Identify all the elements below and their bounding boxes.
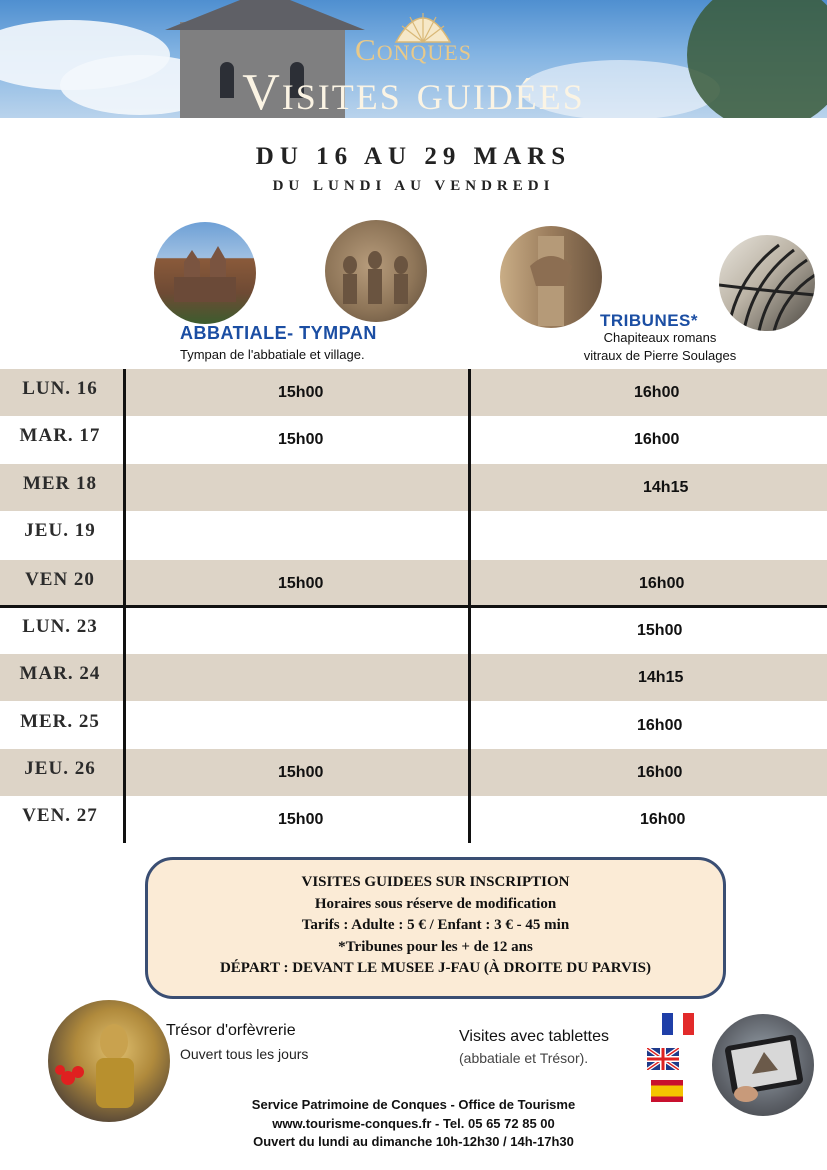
abbey-photo bbox=[154, 222, 256, 324]
tribunes-time: 16h00 bbox=[639, 575, 685, 592]
info-line: *Tribunes pour les + de 12 ans bbox=[338, 938, 533, 955]
column-desc-tribunes-1: Chapiteaux romans bbox=[603, 330, 717, 345]
tribunes-time: 15h00 bbox=[637, 622, 683, 639]
contact-line-3: Ouvert du lundi au dimanche 10h-12h30 / 14h-17h30 bbox=[253, 1134, 574, 1149]
info-line: VISITES GUIDEES SUR INSCRIPTION bbox=[301, 874, 570, 890]
info-box bbox=[145, 857, 726, 999]
day-label: VEN 20 bbox=[25, 569, 95, 590]
day-label: JEU. 26 bbox=[24, 758, 96, 779]
uk-flag-icon[interactable] bbox=[647, 1048, 679, 1070]
day-label: LUN. 16 bbox=[22, 378, 98, 399]
info-line: Horaires sous réserve de modification bbox=[314, 895, 557, 912]
abbatiale-time: 15h00 bbox=[278, 811, 324, 828]
week-divider bbox=[0, 605, 827, 608]
column-desc-tribunes-2: vitraux de Pierre Soulages bbox=[583, 348, 737, 363]
column-desc-abbatiale: Tympan de l'abbatiale et village. bbox=[180, 347, 365, 362]
period-heading: DU 16 AU 29 MARS bbox=[255, 143, 572, 170]
info-line: Tarifs : Adulte : 5 € / Enfant : 3 € - 45 min bbox=[301, 917, 570, 933]
day-label: VEN. 27 bbox=[22, 805, 98, 826]
contact-line-1: Service Patrimoine de Conques - Office de Tourisme bbox=[251, 1097, 576, 1112]
day-label: MAR. 17 bbox=[19, 425, 101, 446]
day-label: MER 18 bbox=[22, 473, 98, 494]
tribunes-time: 16h00 bbox=[634, 384, 680, 401]
tribunes-time: 16h00 bbox=[637, 764, 683, 781]
day-label: MER. 25 bbox=[20, 711, 100, 732]
brand-name: Conques bbox=[355, 32, 472, 67]
tympan-photo bbox=[325, 220, 427, 322]
abbatiale-time: 15h00 bbox=[278, 764, 324, 781]
column-title-abbatiale: ABBATIALE- TYMPAN bbox=[180, 323, 377, 343]
tablettes-title: Visites avec tablettes bbox=[459, 1028, 610, 1045]
tablettes-subtitle: (abbatiale et Trésor). bbox=[459, 1050, 589, 1066]
abbatiale-time: 15h00 bbox=[278, 384, 324, 401]
page-title: Visites guidées bbox=[242, 64, 585, 118]
tribunes-time: 14h15 bbox=[643, 479, 689, 496]
tribunes-time: 14h15 bbox=[638, 669, 684, 686]
day-label: MAR. 24 bbox=[19, 663, 101, 684]
french-flag-icon[interactable] bbox=[662, 1013, 694, 1035]
tribunes-time: 16h00 bbox=[637, 717, 683, 734]
tresor-subtitle: Ouvert tous les jours bbox=[180, 1046, 309, 1062]
tribunes-time: 16h00 bbox=[634, 431, 680, 448]
abbatiale-time: 15h00 bbox=[278, 575, 324, 592]
header-banner bbox=[0, 0, 827, 118]
info-line: DÉPART : DEVANT LE MUSEE J-FAU (À DROITE DU PARVIS) bbox=[219, 960, 652, 976]
column-title-tribunes: TRIBUNES* bbox=[600, 311, 699, 330]
days-subheading: DU LUNDI AU VENDREDI bbox=[272, 178, 555, 194]
tribunes-time: 16h00 bbox=[640, 811, 686, 828]
contact-line-2[interactable]: www.tourisme-conques.fr - Tel. 05 65 72 85 00 bbox=[272, 1116, 555, 1131]
abbatiale-time: 15h00 bbox=[278, 431, 324, 448]
stained-glass-photo bbox=[719, 235, 815, 331]
tresor-title: Trésor d'orfèvrerie bbox=[166, 1022, 296, 1039]
capitals-photo bbox=[500, 226, 602, 328]
day-label: JEU. 19 bbox=[24, 520, 96, 541]
day-label: LUN. 23 bbox=[22, 616, 98, 637]
